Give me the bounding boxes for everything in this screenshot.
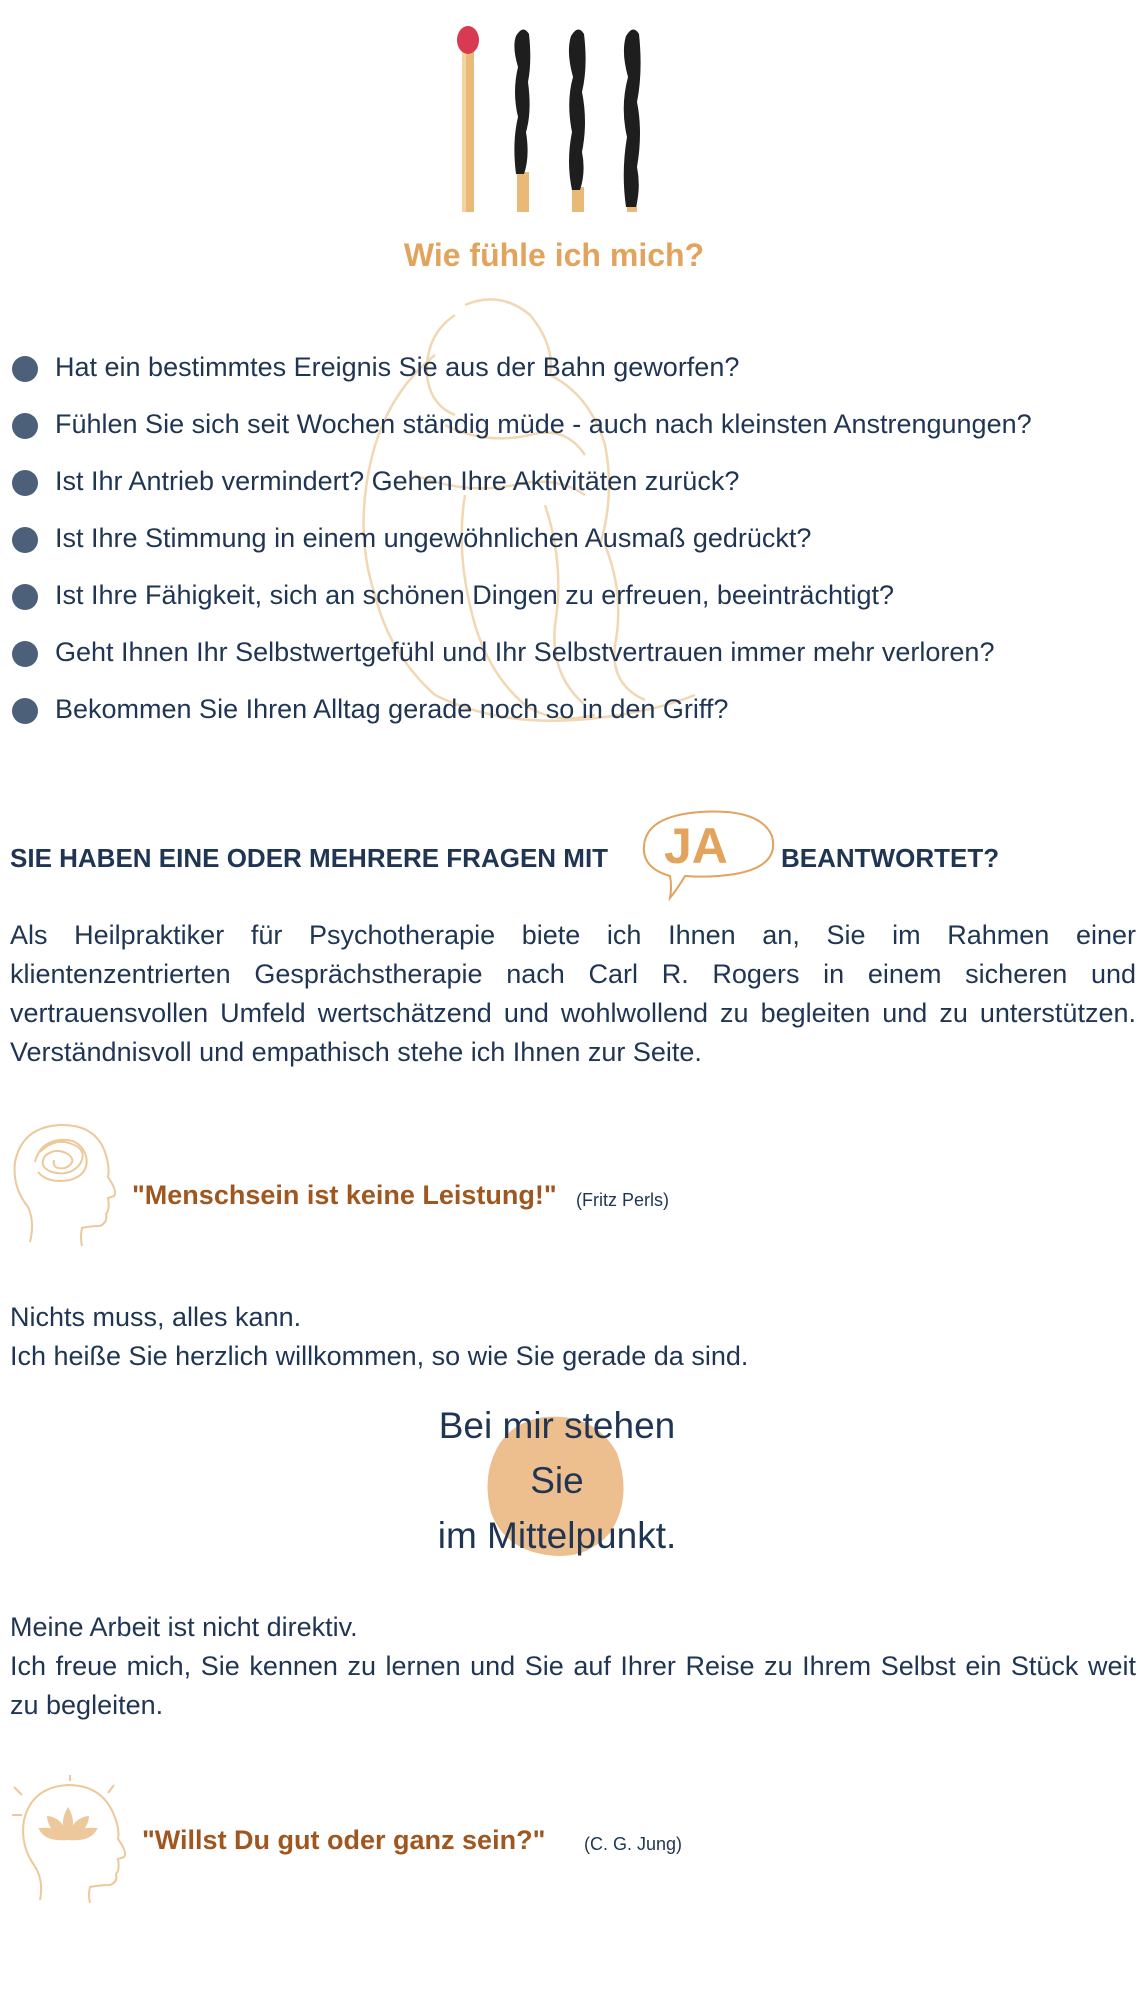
work-line-2: Ich freue mich, Sie kennen zu lernen und Sie auf Ihrer Reise zu Ihrem Selbst ein Stück weit zu begleiten. [10,1651,1136,1720]
bullet-icon [12,584,38,610]
list-item [10,689,1130,746]
bullet-icon [12,641,38,667]
welcome-line-2: Ich heiße Sie herzlich willkommen, so wie Sie gerade da sind. [10,1341,749,1371]
list-item [10,404,1130,461]
bullet-icon [12,698,38,724]
quote-author: (Fritz Perls) [576,1190,669,1210]
center-line-1: Bei mir stehen [438,1405,676,1446]
question-text: Ist Ihre Fähigkeit, sich an schönen Dingen zu erfreuen, beeinträchtigt? [55,580,894,610]
section-heading-part2: BEANTWORTET? [781,843,1000,873]
quote-text: "Willst Du gut oder ganz sein?" [142,1825,546,1855]
question-list [10,347,1130,746]
page-title: Wie fühle ich mich? [403,237,705,273]
center-line-3: im Mittelpunkt. [437,1515,677,1556]
head-tangled-thoughts-icon [10,1122,122,1248]
quote-author: (C. G. Jung) [584,1834,683,1854]
list-item [10,518,1130,575]
intro-paragraph: Als Heilpraktiker für Psychotherapie biete ich Ihnen an, Sie im Rahmen einer klientenzentrierten Gesprächstherapie nach Carl R. Rogers in einem sicheren und vertrauensvollen Umfeld wertschätzend und wohlwollend zu begleiten und zu unterstützen. Verständnisvoll und empathisch stehe ich Ihnen zur Seite. [10,920,1136,1067]
section-heading-part1: SIE HABEN EINE ODER MEHRERE FRAGEN MIT [10,843,609,873]
ja-label: JA [664,818,728,874]
question-text: Fühlen Sie sich seit Wochen ständig müde - auch nach kleinsten Anstrengungen? [55,409,1032,439]
quote-text: "Menschsein ist keine Leistung!" [132,1180,557,1210]
burnt-matches-icon [446,22,646,217]
bullet-icon [12,356,38,382]
question-text: Bekommen Sie Ihren Alltag gerade noch so in den Griff? [55,694,729,724]
bullet-icon [12,413,38,439]
bullet-icon [12,470,38,496]
question-text: Geht Ihnen Ihr Selbstwertgefühl und Ihr Selbstvertrauen immer mehr verloren? [55,637,995,667]
work-line-1: Meine Arbeit ist nicht direktiv. [10,1612,358,1642]
bullet-icon [12,527,38,553]
question-text: Ist Ihre Stimmung in einem ungewöhnlichen Ausmaß gedrückt? [55,523,812,553]
center-line-2: Sie [530,1460,584,1501]
welcome-line-1: Nichts muss, alles kann. [10,1302,302,1332]
list-item [10,461,1130,518]
list-item [10,575,1130,632]
head-lotus-icon [10,1775,130,1905]
question-text: Ist Ihr Antrieb vermindert? Gehen Ihre Aktivitäten zurück? [55,466,740,496]
question-text: Hat ein bestimmtes Ereignis Sie aus der Bahn geworfen? [55,352,740,382]
list-item [10,632,1130,689]
list-item [10,347,1130,404]
